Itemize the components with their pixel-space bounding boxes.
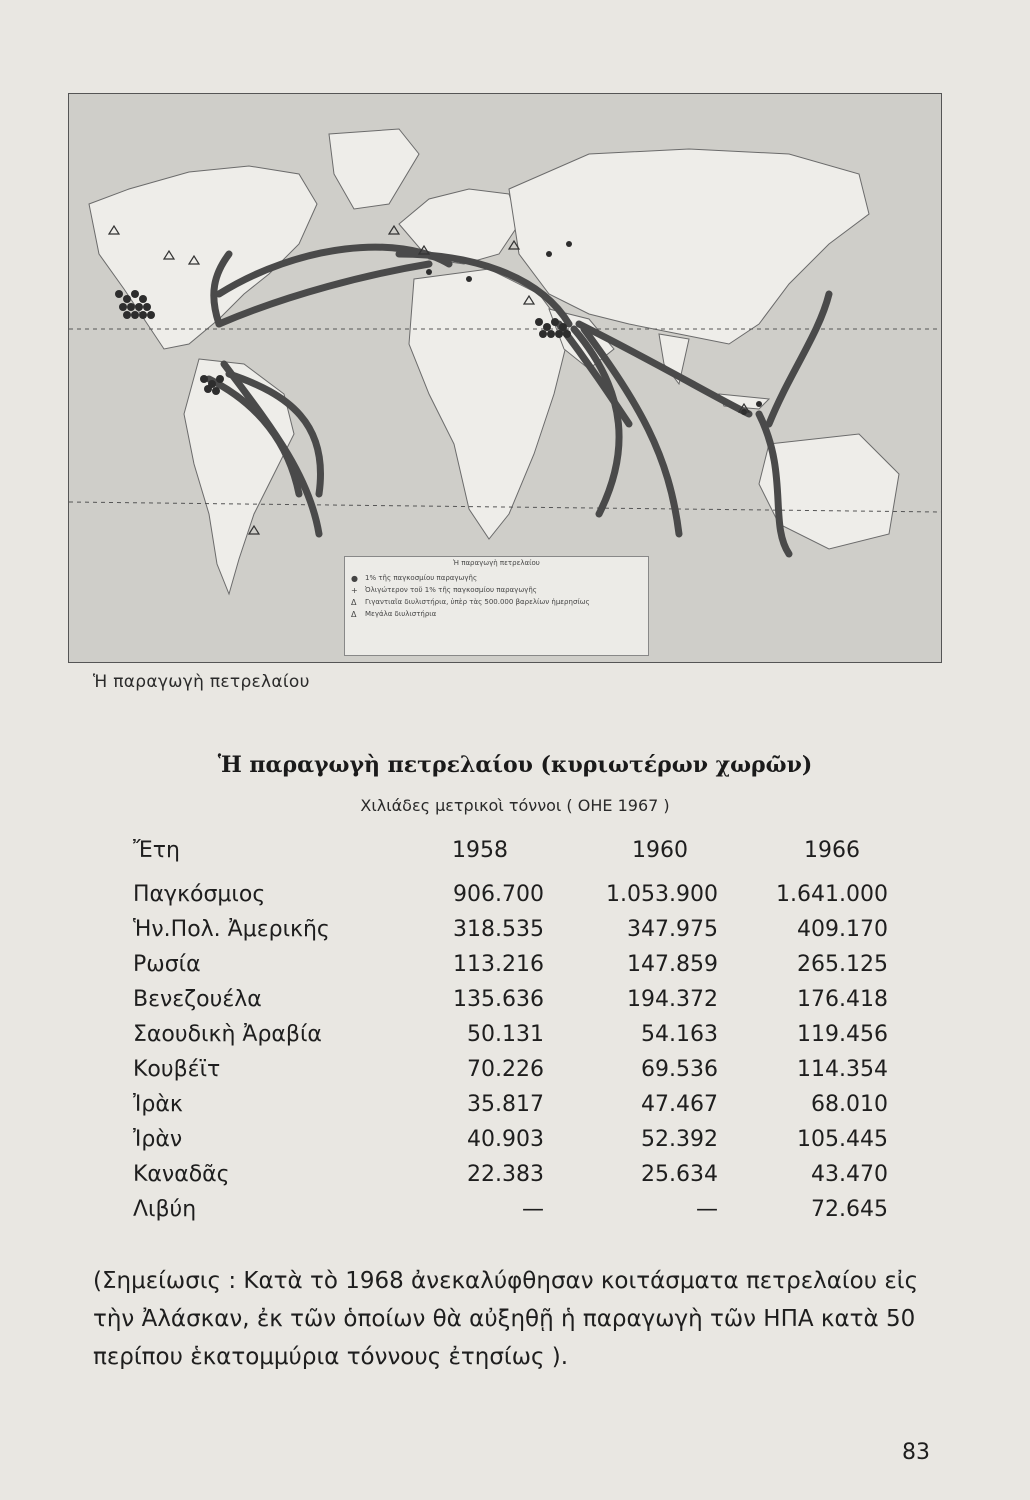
- value-1958: 113.216: [453, 952, 544, 977]
- value-1958: 22.383: [467, 1162, 544, 1187]
- page-number: 83: [902, 1440, 930, 1465]
- value-1960: —: [696, 1197, 718, 1222]
- dot-icon: ●: [351, 573, 358, 583]
- value-1966: 176.418: [797, 987, 888, 1012]
- map-legend: [344, 556, 649, 656]
- legend-item: [351, 572, 642, 584]
- value-1958: 40.903: [467, 1127, 544, 1152]
- table-row: [0, 1127, 1030, 1161]
- legend-item-text: Μεγάλα διυλιστήρια: [365, 610, 437, 618]
- country-name: Ἡν.Πολ. Ἀμερικῆς: [133, 917, 330, 942]
- value-1958: 35.817: [467, 1092, 544, 1117]
- value-1966: 1.641.000: [776, 882, 888, 907]
- legend-item: [351, 596, 642, 608]
- value-1966: 43.470: [811, 1162, 888, 1187]
- value-1960: 25.634: [641, 1162, 718, 1187]
- value-1958: 70.226: [467, 1057, 544, 1082]
- legend-item: [351, 608, 642, 620]
- value-1960: 194.372: [627, 987, 718, 1012]
- value-1958: 50.131: [467, 1022, 544, 1047]
- value-1958: 906.700: [453, 882, 544, 907]
- legend-item-text: 1% τῆς παγκοσμίου παραγωγῆς: [365, 574, 478, 582]
- table-header-row: [0, 838, 1030, 872]
- table-row: [0, 1092, 1030, 1126]
- table-title: Ἡ παραγωγὴ πετρελαίου (κυριωτέρων χωρῶν): [217, 752, 813, 778]
- value-1966: 68.010: [811, 1092, 888, 1117]
- table-row: [0, 987, 1030, 1021]
- value-1966: 409.170: [797, 917, 888, 942]
- legend-title: Ἡ παραγωγὴ πετρελαίου: [453, 559, 540, 567]
- legend-item: [351, 584, 642, 596]
- legend-item-text: Γιγαντιαῖα διυλιστήρια, ὑπὲρ τὰς 500.000 βαρελίων ἡμερησίως: [365, 598, 590, 606]
- country-name: Ἰρὰν: [133, 1127, 183, 1152]
- value-1966: 72.645: [811, 1197, 888, 1222]
- table-subtitle: Χιλιάδες μετρικοὶ τόννοι ( ΟΗΕ 1967 ): [360, 796, 670, 815]
- footnote: (Σημείωσις : Κατὰ τὸ 1968 ἀνεκαλύφθησαν κοιτάσματα πετρελαίου εἰς τὴν Ἀλάσκαν, ἐκ τῶν ὁποίων θὰ αὐξηθῇ ἡ παραγωγὴ τῶν ΗΠΑ κατὰ 50 περίπου ἑκατομμύρια τόννους ἐτησίως ).: [93, 1268, 919, 1370]
- country-name: Παγκόσμιος: [133, 882, 266, 907]
- header-year: 1958: [452, 838, 508, 863]
- table-row: [0, 1197, 1030, 1231]
- country-name: Ρωσία: [133, 952, 201, 977]
- table-row: [0, 1022, 1030, 1056]
- triangle-icon: Δ: [351, 609, 357, 619]
- map-caption: Ἡ παραγωγὴ πετρελαίου: [93, 672, 310, 692]
- table-row: [0, 917, 1030, 951]
- header-label: Ἔτη: [133, 838, 180, 863]
- oil-production-world-map: [68, 93, 942, 663]
- country-name: Λιβύη: [133, 1197, 197, 1222]
- triangle-icon: Δ: [351, 597, 357, 607]
- country-name: Σαουδικὴ Ἀραβία: [133, 1022, 322, 1047]
- value-1966: 105.445: [797, 1127, 888, 1152]
- table-row: [0, 882, 1030, 916]
- table-row: [0, 1057, 1030, 1091]
- table-row: [0, 1162, 1030, 1196]
- value-1958: —: [522, 1197, 544, 1222]
- value-1966: 119.456: [797, 1022, 888, 1047]
- header-year: 1960: [632, 838, 688, 863]
- country-name: Ἰρὰκ: [133, 1092, 183, 1117]
- value-1960: 1.053.900: [606, 882, 718, 907]
- value-1960: 52.392: [641, 1127, 718, 1152]
- country-name: Καναδᾶς: [133, 1162, 230, 1187]
- plus-icon: +: [351, 585, 358, 595]
- value-1960: 147.859: [627, 952, 718, 977]
- country-name: Κουβέϊτ: [133, 1057, 221, 1082]
- value-1960: 347.975: [627, 917, 718, 942]
- value-1966: 265.125: [797, 952, 888, 977]
- value-1958: 318.535: [453, 917, 544, 942]
- header-year: 1966: [804, 838, 860, 863]
- country-name: Βενεζουέλα: [133, 987, 262, 1012]
- value-1958: 135.636: [453, 987, 544, 1012]
- value-1960: 47.467: [641, 1092, 718, 1117]
- value-1960: 54.163: [641, 1022, 718, 1047]
- legend-item-text: Ὀλιγώτερον τοῦ 1% τῆς παγκοσμίου παραγωγῆς: [365, 586, 537, 594]
- value-1960: 69.536: [641, 1057, 718, 1082]
- table-row: [0, 952, 1030, 986]
- value-1966: 114.354: [797, 1057, 888, 1082]
